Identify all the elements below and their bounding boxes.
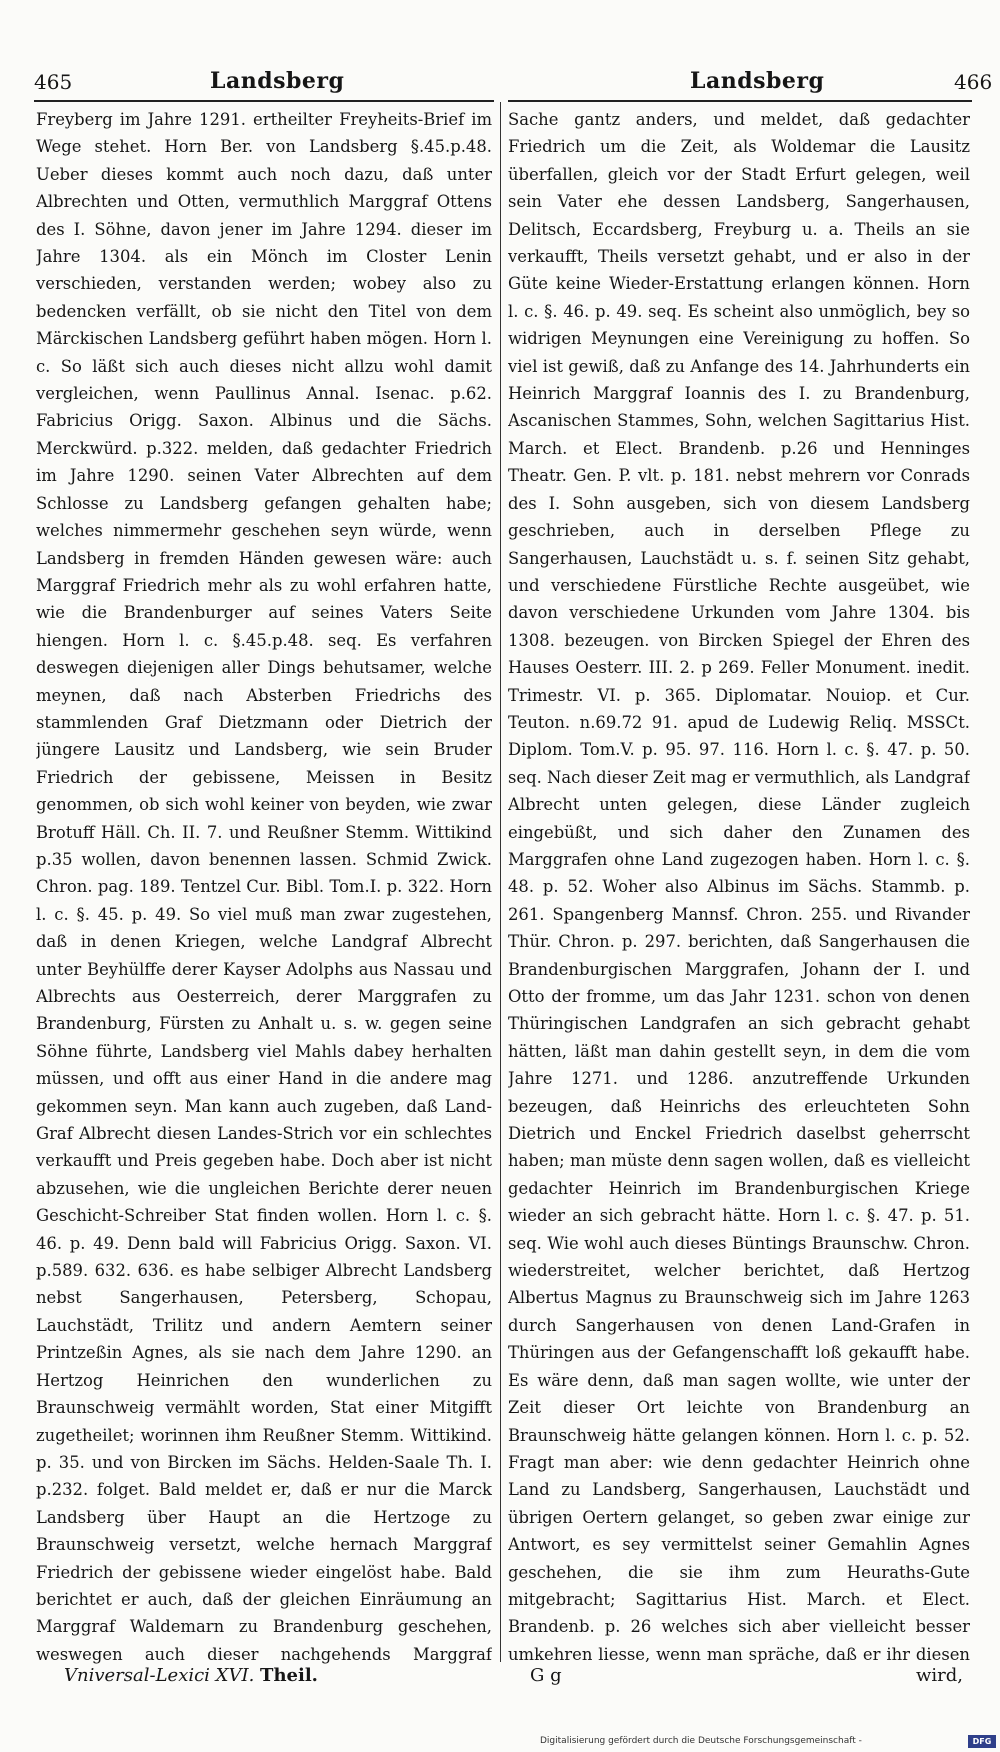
signature-mark: G g (530, 1665, 562, 1686)
signature-line (64, 1665, 318, 1686)
running-title-right: Landsberg (690, 68, 825, 94)
left-column-text: Freyberg im Jahre 1291. ertheilter Freyheits-Brief im Wege stehet. Horn Ber. von Landsberg §.45.p.48. Ueber dieses kommt auch noch dazu, daß unter Albrechten und Otten, vermuthlich Marggraf Ottens des I. Söhne, davon jener im Jahre 1294. dieser im Jahre 1304. als ein Mönch im Closter Lenin verschieden, verstanden werden; wobey also zu bedencken verfällt, ob sie nicht den Titel von dem Märckischen Landsberg geführt haben mögen. Horn l. c. So läßt sich auch dieses nicht allzu wohl damit vergleichen, wenn Paullinus Annal. Isenac. p.62. Fabricius Origg. Saxon. Albinus und die Sächs. Merckwürd. p.322. melden, daß gedachter Friedrich im Jahre 1290. seinen Vater Albrechten auf dem Schlosse zu Landsberg gefangen gehalten habe; welches nimmermehr geschehen seyn würde, wenn Landsberg in fremden Händen gewesen wäre: auch Marggraf Friedrich mehr als zu wohl erfahren hatte, wie die Brandenburger auf seines Vaters Seite hiengen. Horn l. c. §.45.p.48. seq. Es verfahren deswegen diejenigen aller Dings behutsamer, welche meynen, daß nach Absterben Friedrichs des stammlenden Graf Dietzmann oder Dietrich der jüngere Lausitz und Landsberg, wie sein Bruder Friedrich der gebissene, Meissen in Besitz genommen, ob sich wohl keiner von beyden, wie zwar Brotuff Häll. Ch. II. 7. und Reußner Stemm. Wittikind p.35 wollen, davon benennen lassen. Schmid Zwick. Chron. pag. 189. Tentzel Cur. Bibl. Tom.I. p. 322. Horn l. c. §. 45. p. 49. So viel muß man zwar zugestehen, daß in denen Kriegen, welche Landgraf Albrecht unter Beyhülffe derer Kayser Adolphs aus Nassau und Albrechts aus Oesterreich, derer Marggrafen zu Brandenburg, Fürsten zu Anhalt u. s. w. gegen seine Söhne führte, Landsberg viel Mahls dabey herhalten müssen, und offt aus einer Hand in die andere mag gekommen seyn. Man kann auch zugeben, daß Land-Graf Albrecht diesen Landes-Strich vor ein schlechtes verkaufft und Preis gegeben habe. Doch aber ist nicht abzusehen, wie die ungleichen Berichte derer neuen Geschicht-Schreiber Stat finden wollen. Horn l. c. §. 46. p. 49. Denn bald will Fabricius Origg. Saxon. VI. p.589. 632. 636. es habe selbiger Albrecht Landsberg nebst Sangerhausen, Petersberg, Schopau, Lauchstädt, Trilitz und andern Aemtern seiner Printzeßin Agnes, als sie nach dem Jahre 1290. an Hertzog Heinrichen den wunderlichen zu Braunschweig vermählt worden, Stat einer Mitgifft zugetheilet; worinnen ihm Reußner Stemm. Wittikind. p. 35. und von Bircken im Sächs. Helden-Saale Th. I. p.232. folget. Bald meldet er, daß er nur die Marck Landsberg über Haupt an die Hertzoge zu Braunschweig versetzt, welche hernach Marggraf Friedrich der gebissene wieder eingelöst habe. Bald berichtet er auch, daß der gleichen Einräumung an Marggraf Waldemarn zu Brandenburg geschehen, weswegen auch dieser nachgehends Marggraf (36, 110, 492, 1664)
dfg-logo-icon: DFG (968, 1735, 996, 1748)
digitization-note: Digitalisierung gefördert durch die Deutsche Forschungsgemeinschaft - (540, 1736, 862, 1746)
column-divider (500, 102, 501, 1662)
header-rule-left (34, 100, 494, 102)
page-number-right: 466 (954, 70, 993, 94)
right-column-text: Sache gantz anders, und meldet, daß gedachter Friedrich um die Zeit, als Woldemar die Lausitz überfallen, gleich vor der Stadt Erfurt gelegen, weil sein Vater ehe dessen Landsberg, Sangerhausen, Delitsch, Eccardsberg, Freyburg u. a. Theils an sie verkaufft, Theils versetzt gehabt, und er also in der Güte keine Wieder-Erstattung erlangen können. Horn l. c. §. 46. p. 49. seq. Es scheint also unmöglich, bey so widrigen Meynungen eine Vereinigung zu hoffen. So viel ist gewiß, daß zu Anfange des 14. Jahrhunderts ein Heinrich Marggraf Ioannis des I. zu Brandenburg, Ascanischen Stammes, Sohn, welchen Sagittarius Hist. March. et Elect. Brandenb. p.26 und Henninges Theatr. Gen. P. vlt. p. 181. nebst mehrern vor Conrads des I. Sohn ausgeben, sich von diesem Landsberg geschrieben, auch in derselben Pflege zu Sangerhausen, Lauchstädt u. s. f. seinen Sitz gehabt, und verschiedene Fürstliche Rechte ausgeübet, wie davon verschiedene Urkunden vom Jahre 1304. bis 1308. bezeugen. von Bircken Spiegel der Ehren des Hauses Oesterr. III. 2. p 269. Feller Monument. inedit. Trimestr. VI. p. 365. Diplomatar. Nouiop. et Cur. Teuton. n.69.72 91. apud de Ludewig Reliq. MSSCt. Diplom. Tom.V. p. 95. 97. 116. Horn l. c. §. 47. p. 50. seq. Nach dieser Zeit mag er vermuthlich, als Landgraf Albrecht unten gelegen, diese Länder zugleich eingebüßt, und sich daher den Zunamen des Marggrafen ohne Land zugezogen haben. Horn l. c. §. 48. p. 52. Woher also Albinus im Sächs. Stammb. p. 261. Spangenberg Mannsf. Chron. 255. und Rivander Thür. Chron. p. 297. berichten, daß Sangerhausen die Brandenburgischen Marggrafen, Johann der I. und Otto der fromme, um das Jahr 1231. schon von denen Thüringischen Landgrafen an sich gebracht gehabt hätten, läßt man dahin gestellt seyn, in dem die vom Jahre 1271. und 1286. anzutreffende Urkunden bezeugen, daß Heinrichs des erleuchteten Sohn Dietrich und Enckel Friedrich daselbst geherrscht haben; man müste denn sagen wollen, daß es vielleicht gedachter Heinrich im Brandenburgischen Kriege wieder an sich gebracht hätte. Horn l. c. §. 47. p. 51. seq. Wie wohl auch dieses Büntings Braunschw. Chron. wiederstreitet, welcher berichtet, daß Hertzog Albertus Magnus zu Braunschweig sich im Jahre 1263 durch Sangerhausen von denen Land-Grafen in Thüringen aus der Gefangenschafft loß gekaufft habe. Es wäre denn, daß man sagen wollte, wie unter der Zeit dieser Ort leichte von Brandenburg an Braunschweig hätte gelangen können. Horn l. c. p. 52. Fragt man aber: wie denn gedachter Heinrich ohne Land zu Landsberg, Sangerhausen, Lauchstädt und übrigen Oertern gelanget, so geben zwar einige zur Antwort, es sey vermittelst seiner Gemahlin Agnes geschehen, die sie ihm zum Heuraths-Gute mitgebracht; Sagittarius Hist. March. et Elect. Brandenb. p. 26 welches sich aber vielleicht besser umkehren liesse, wenn man spräche, daß er ihr diesen (508, 110, 970, 1664)
signature-part: Theil. (260, 1665, 318, 1686)
header-rule-right (508, 100, 972, 102)
running-title-left: Landsberg (210, 68, 345, 94)
signature-volume: Vniversal-Lexici XVI. (64, 1665, 255, 1686)
catchword: wird, (916, 1665, 964, 1686)
page-header (0, 0, 1000, 100)
page-number-left: 465 (34, 70, 73, 94)
